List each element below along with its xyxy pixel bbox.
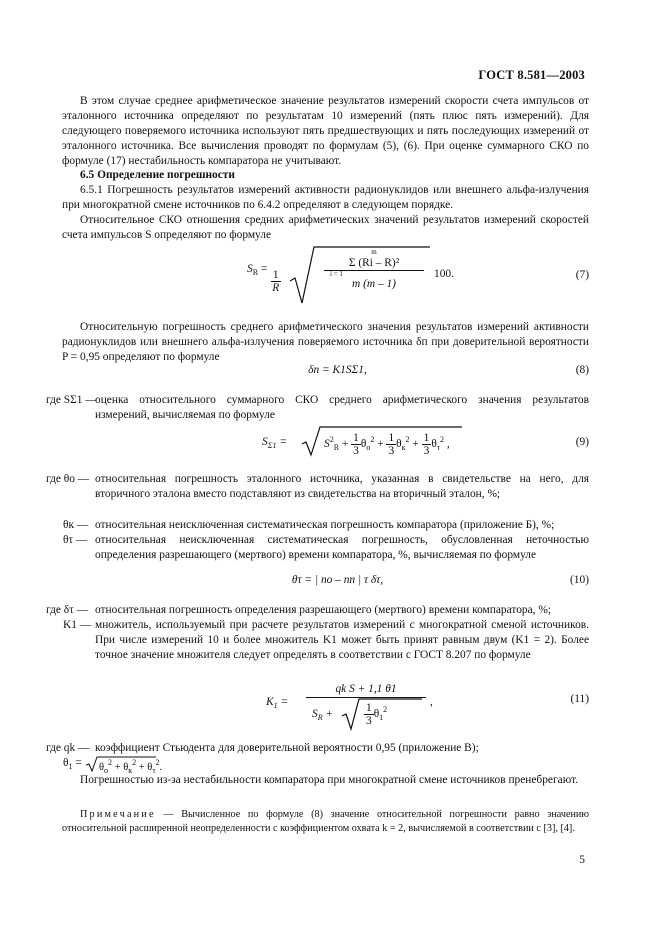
definition-theta-tau	[46, 533, 589, 563]
definition-s-sigma	[46, 393, 589, 423]
def-term: K1 —	[63, 619, 92, 631]
note-text: — Вычисленное по формуле (8) значение относительной погрешности равно значению относительной расширенной неопределенности с коэффициентом охвата k = 2, вычисляемой в соответствии с [3], [4].	[62, 809, 589, 834]
paragraph-1: В этом случае среднее арифметическое значение результатов измерений скорости счета импульсов от эталонного источника определяют по результатам 10 измерений (пять плюс пять измерений). Для следующего поверяемого источника используют пять предшествующих и пять последующих измерений от эталонного источника. Все вычисления проводят по формулам (5), (6). При оценке суммарного СКО по формуле (17) нестабильность компаратора не учитывают.	[62, 95, 589, 167]
definition-qk	[46, 741, 589, 756]
def-text: коэффициент Стьюдента для доверительной вероятности 0,95 (приложение В);	[95, 742, 479, 754]
def-term: где θо —	[46, 473, 90, 485]
eq7-numerator: Σ (Ri – R)²	[324, 256, 424, 271]
eq7-fraction: m Σ (Ri – R)² i = 1 m (m – 1)	[324, 249, 424, 291]
eq11-fraction	[306, 682, 426, 698]
delta-intro	[62, 320, 589, 365]
def-term: где δτ —	[46, 604, 88, 616]
paragraph-4: Относительную погрешность среднего арифметического значения результатов измерений активности радионуклидов или внешнего альфа-излучения поверяемого источника δп при доверительной вероятности P = 0,95 определяют по формуле	[62, 321, 589, 363]
paragraph-5: Погрешностью из-за нестабильности компаратора при многократной смене источников пренебрегают.	[80, 774, 579, 786]
document-page: ГОСТ 8.581—2003 В этом случае среднее арифметическое значение результатов измерений скорости счета импульсов от эталонного источника определяют по результатам 10 измерений (пять плюс пять измерений). Для следующего поверяемого источника используют пять предшествующих и пять последующих измерений от эталонного источника. Все вычисления проводят по формулам (5), (6). При оценке суммарного СКО по формуле (17) нестабильность компаратора не учитывают. 6.5 Определение погрешности 6.5.1 Погрешность результатов измерений активности радионуклидов или внешнего альфа-излучения при многократной смене источников по 6.4.2 определяют в следующем порядке. Относительное СКО отношения средних арифметических значений результатов измерений скоростей счета импульсов S определяют по формуле $S_R$ = $\frac{1}{R}$ m Σ (Ri – R)² i = 1 m (m – 1) 100. (7) Относительную погрешность среднего арифметического значения результатов измерений активности радионуклидов или внешнего альфа-излучения поверяемого источника δп при доверительной вероятности P = 0,95 определяют по формуле δп = K1SΣ1, (8) где SΣ1 — оценка относительного суммарного СКО среднего арифметического значения результатов измерений, вычисляемая по формуле $S_{\Sigma 1}$ = $S^2_R$ + $\frac{1}{3}$ $\theta_о^2$ + $\frac{1}{3}$ $\theta_к^2$ + $\frac{1}{3}$ $\theta_\tau^2$ , (9) где θо — относительная погрешность эталонного источника, указанная в свидетельстве на него, для вторичного эталона вместо подставляют из свидетельства на вторичный эталон, %; θк — относительная неисключенная систематическая погрешность компаратора (приложение Б), %; θτ — относительная неисключенная систематическая погрешность, обусловленная неточностью определения разрешающего (мертвого) времени компаратора, %, вычисляемая по формуле θτ = | nо – nп | τ δτ, (10) где δτ — относительная погрешность определения разрешающего (мертвого) времени компаратора, %; K1 — множитель, используемый при расчете результатов измерений с многократной сменой источников. При числе измерений 10 и более множитель K1 может быть принят равным двум (K1 = 2). Более точное значение множителя следует определять в соответствии с ГОСТ 8.207 по формуле $K_1$ = qk S + 1,1 θ1 $S_R$ + $\frac{1}{3}$ $\theta_1^2$ , (11) где qk — коэффициент Стьюдента для доверительной вероятности 0,95 (приложение В); $\theta_1$ = $\theta_о^2 + \theta_к^2 + \theta_\tau^2$. Погрешностью из-за нестабильности компаратора при многократной смене источников пренебрегают. Примечание — Вычисленное по формуле (8) значение относительной погрешности равно значению относительной расширенной неопределенности с коэффициентом охвата k = 2, вычисляемой в соответствии с [3], [4]. 5	[0, 0, 661, 936]
eq8-number: (8)	[575, 364, 589, 376]
paragraph-3: Относительное СКО отношения средних арифметических значений результатов измерений скоростей счета импульсов S определяют по формуле	[62, 214, 589, 241]
def-term: θτ —	[63, 534, 88, 546]
equation-7: $S_R$ = $\frac{1}{R}$ m Σ (Ri – R)² i = 1 m (m – 1) 100.	[62, 245, 589, 307]
eq11-tail: ,	[430, 696, 433, 708]
eq10-number: (10)	[570, 574, 589, 586]
equation-9: $S_{\Sigma 1}$ = $S^2_R$ + $\frac{1}{3}$ $\theta_о^2$ + $\frac{1}{3}$ $\theta_к^2$ + $\frac{1}{3}$ $\theta_\tau^2$ ,	[62, 426, 589, 456]
eq10-text: θτ = | nо – nп | τ δτ,	[291, 574, 384, 586]
section-title: 6.5 Определение погрешности	[80, 169, 235, 181]
def-text: оценка относительного суммарного СКО среднего арифметического значения результатов измерений, вычисляемая по формуле	[95, 394, 589, 421]
eq7-number: (7)	[575, 269, 589, 281]
definition-k1	[46, 618, 589, 663]
def-text: относительная неисключенная систематическая погрешность, обусловленная неточностью определения разрешающего (мертвого) времени компаратора, %, вычисляемая по формуле	[95, 534, 589, 561]
definition-delta-tau	[46, 603, 589, 618]
clause-6-5-1	[62, 183, 589, 213]
def-text: множитель, используемый при расчете результатов измерений с многократной сменой источников. При числе измерений 10 и более множитель K1 может быть принят равным двум (K1 = 2). Более точное значение множителя следует определять в соответствии с ГОСТ 8.207 по формуле	[95, 619, 589, 661]
eq7-tail: 100.	[434, 268, 454, 280]
eq11-numerator: qk S + 1,1 θ1	[306, 682, 426, 698]
standard-header: ГОСТ 8.581—2003	[478, 68, 585, 82]
note	[62, 808, 589, 835]
def-text: относительная погрешность определения разрешающего (мертвого) времени компаратора, %;	[95, 604, 551, 616]
eq7-denominator: m (m – 1)	[352, 278, 396, 290]
eq8-text: δп = K1SΣ1,	[308, 364, 367, 376]
def-text: относительная погрешность эталонного источника, указанная в свидетельстве на него, для вторичного эталона вместо подставляют из свидетельства на вторичный эталон, %;	[95, 473, 589, 500]
equation-10	[62, 574, 601, 586]
page-number: 5	[579, 854, 585, 866]
def-term: где SΣ1 —	[46, 394, 97, 406]
intro-paragraph	[62, 94, 589, 169]
definition-theta-o	[46, 472, 589, 502]
def-text: относительная неисключенная систематическая погрешность компаратора (приложение Б), %;	[95, 519, 555, 531]
neglect-paragraph	[62, 773, 589, 788]
note-label: Примечание	[80, 809, 156, 820]
eq9-number: (9)	[575, 436, 589, 448]
paragraph-2: 6.5.1 Погрешность результатов измерений активности радионуклидов или внешнего альфа-излучения при многократной смене источников по 6.4.2 определяют в следующем порядке.	[62, 184, 589, 211]
eq11-number: (11)	[570, 693, 589, 705]
equation-11: $K_1$ = qk S + 1,1 θ1 $S_R$ + $\frac{1}{3}$ $\theta_1^2$ ,	[62, 682, 589, 730]
equation-8	[62, 364, 601, 376]
definition-theta-k	[46, 518, 589, 533]
def-term: θк —	[63, 519, 89, 531]
eq9-body: $S^2_R$ + $\frac{1}{3}$ $\theta_о^2$ + $\frac{1}{3}$ $\theta_к^2$ + $\frac{1}{3}$ $\theta_\tau^2$ ,	[324, 432, 450, 457]
def-term: где qk —	[46, 742, 90, 754]
rsd-intro	[62, 213, 589, 243]
